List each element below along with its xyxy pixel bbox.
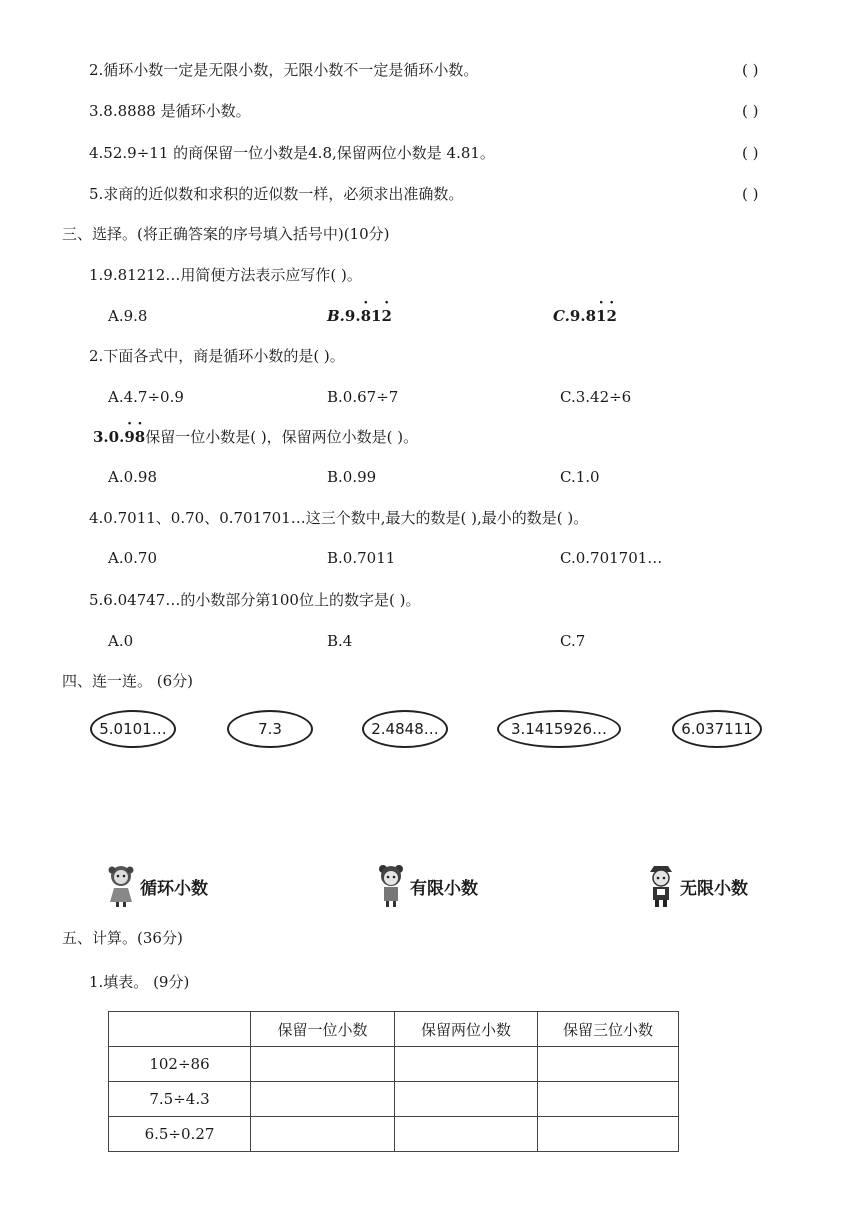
- type-label-text-1: 循环小数: [140, 878, 208, 899]
- q5-option-a[interactable]: A.0: [108, 632, 134, 650]
- table-row: [109, 1117, 679, 1152]
- q1-c-prefix: C.: [553, 307, 570, 325]
- table-header-row: [109, 1012, 679, 1047]
- q1-b-dotted-digit-2: · 2: [381, 295, 392, 325]
- q3-option-c[interactable]: C.1.0: [560, 468, 600, 486]
- table-cell[interactable]: [251, 1082, 395, 1117]
- choice-q5: 5.6.04747…的小数部分第100位上的数字是( )。: [89, 591, 421, 609]
- number-ellipse-5[interactable]: 6.037111: [672, 710, 762, 748]
- table-header-empty: [109, 1012, 251, 1047]
- table-header-1-decimal: 保留一位小数: [251, 1012, 395, 1047]
- type-label-text-3: 无限小数: [680, 878, 748, 899]
- girl-cartoon-icon: [106, 864, 136, 908]
- kid-cartoon-icon: [646, 864, 676, 908]
- table-header-2-decimal: 保留两位小数: [395, 1012, 538, 1047]
- q1-option-b[interactable]: [327, 295, 392, 326]
- judge-item-3: 3.8.8888 是循环小数。: [89, 102, 251, 120]
- q4-option-a[interactable]: A.0.70: [108, 549, 157, 567]
- q1-b-mid: 1: [371, 307, 382, 325]
- number-ellipse-2[interactable]: 7.3: [227, 710, 313, 748]
- table-cell[interactable]: [538, 1047, 679, 1082]
- q4-option-c[interactable]: C.0.701701…: [560, 549, 663, 567]
- judge-answer-5[interactable]: ( ): [742, 185, 759, 203]
- q4-option-b[interactable]: B.0.7011: [327, 549, 396, 567]
- q1-option-a[interactable]: A.9.8: [108, 307, 148, 325]
- q3-rest: 保留一位小数是( )，保留两位小数是( )。: [145, 428, 419, 446]
- table-cell[interactable]: [538, 1082, 679, 1117]
- type-terminating-decimal[interactable]: [376, 864, 478, 908]
- boy-cartoon-icon: [376, 864, 406, 908]
- q1-c-dotted-digit-1: · 1: [596, 295, 607, 325]
- judge-item-2: 2.循环小数一定是无限小数，无限小数不一定是循环小数。: [89, 61, 479, 79]
- judge-answer-4[interactable]: ( ): [742, 144, 759, 162]
- choice-q3: [93, 416, 419, 447]
- judge-answer-2[interactable]: ( ): [742, 61, 759, 79]
- q2-option-a[interactable]: A.4.7÷0.9: [108, 388, 184, 406]
- q1-b-dotted-digit-1: · 8: [360, 295, 372, 325]
- table-cell[interactable]: [538, 1117, 679, 1152]
- rounding-table: [108, 1011, 679, 1152]
- table-cell[interactable]: [251, 1117, 395, 1152]
- type-repeating-decimal[interactable]: [106, 864, 208, 908]
- q3-option-b[interactable]: B.0.99: [327, 468, 377, 486]
- table-row-label: 102÷86: [109, 1047, 251, 1082]
- q2-option-b[interactable]: B.0.67÷7: [327, 388, 399, 406]
- q3-prefix: 3.0.: [93, 428, 125, 446]
- table-cell[interactable]: [395, 1082, 538, 1117]
- number-ellipse-3[interactable]: 2.4848…: [362, 710, 448, 748]
- section-5-title: 五、计算。(36分): [62, 929, 183, 947]
- table-row: [109, 1082, 679, 1117]
- judge-item-5: 5.求商的近似数和求积的近似数一样，必须求出准确数。: [89, 185, 464, 203]
- type-label-text-2: 有限小数: [410, 878, 478, 899]
- q5-option-c[interactable]: C.7: [560, 632, 586, 650]
- q1-b-base: 9.: [344, 307, 361, 325]
- judge-answer-3[interactable]: ( ): [742, 102, 759, 120]
- q3-dotted-digit-1: · 9: [124, 416, 135, 446]
- type-infinite-decimal[interactable]: [646, 864, 748, 908]
- section-3-title: 三、选择。(将正确答案的序号填入括号中)(10分): [62, 225, 390, 243]
- q1-b-prefix: B.: [327, 307, 345, 325]
- judge-item-4: 4.52.9÷11 的商保留一位小数是4.8,保留两位小数是 4.81。: [89, 144, 495, 162]
- q3-dotted-digit-2: · 8: [134, 416, 146, 446]
- section-4-title: 四、连一连。 (6分): [62, 672, 194, 690]
- table-cell[interactable]: [251, 1047, 395, 1082]
- choice-q1: 1.9.81212…用简便方法表示应写作( )。: [89, 266, 362, 284]
- number-ellipse-1[interactable]: 5.0101…: [90, 710, 176, 748]
- q3-option-a[interactable]: A.0.98: [108, 468, 157, 486]
- table-cell[interactable]: [395, 1047, 538, 1082]
- table-row: [109, 1047, 679, 1082]
- q1-option-c[interactable]: [553, 295, 617, 326]
- table-cell[interactable]: [395, 1117, 538, 1152]
- table-row-label: 7.5÷4.3: [109, 1082, 251, 1117]
- q5-option-b[interactable]: B.4: [327, 632, 353, 650]
- q1-c-base: 9.8: [569, 307, 597, 325]
- q2-option-c[interactable]: C.3.42÷6: [560, 388, 632, 406]
- section-5-sub1: 1.填表。 (9分): [89, 973, 190, 991]
- number-ellipse-4[interactable]: 3.1415926…: [497, 710, 621, 748]
- q1-c-dotted-digit-2: · 2: [606, 295, 617, 325]
- choice-q4: 4.0.7011、0.70、0.701701…这三个数中,最大的数是( ),最小的数是( )。: [89, 509, 589, 527]
- choice-q2: 2.下面各式中，商是循环小数的是( )。: [89, 347, 345, 365]
- table-row-label: 6.5÷0.27: [109, 1117, 251, 1152]
- table-header-3-decimal: 保留三位小数: [538, 1012, 679, 1047]
